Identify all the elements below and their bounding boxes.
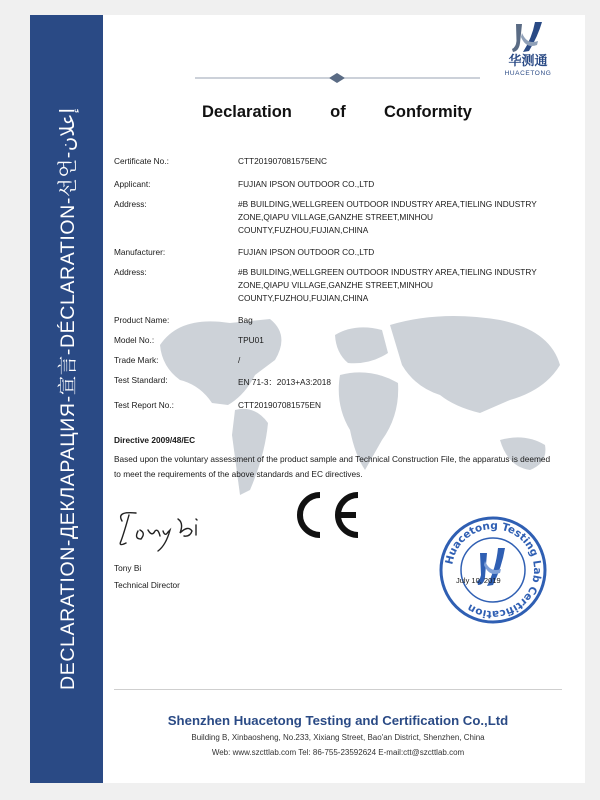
logo-emblem-icon <box>508 21 548 55</box>
field-value: CTT201907081575EN <box>238 400 322 410</box>
field-label: Manufacturer: <box>114 247 166 257</box>
field-row-certificate-no <box>114 155 554 178</box>
field-row-manufacturer <box>114 246 554 266</box>
testing-lab-stamp <box>438 515 548 625</box>
field-label: Model No.: <box>114 335 155 345</box>
footer-company-name: Shenzhen Huacetong Testing and Certification Co.,Ltd <box>167 713 509 728</box>
field-label: Applicant: <box>114 179 151 189</box>
svg-text:Huacetong Testing Lab Certific: Huacetong Testing Lab Certification <box>443 519 544 621</box>
certificate-fields <box>114 155 554 419</box>
field-label: Address: <box>114 199 147 209</box>
field-value: FUJIAN IPSON OUTDOOR CO.,LTD <box>238 247 375 257</box>
directive-heading: Directive 2009/48/EC <box>114 435 196 445</box>
field-value: / <box>238 355 241 365</box>
sidebar-band <box>30 15 103 783</box>
sidebar-multilingual-text: DECLARATION-ДЕКЛАРАЦИЯ-宣言-DÉCLARATION-선언-إعلان <box>57 108 79 690</box>
conformity-statement: Based upon the voluntary assessment of the product sample and Technical Construction File, the apparatus is deemed to meet the requirements of the above standards and EC directives. <box>114 454 551 479</box>
certificate-page <box>30 15 585 783</box>
company-logo <box>496 21 560 78</box>
field-label: Test Report No.: <box>114 400 174 410</box>
logo-chinese-name: 华测通 <box>508 54 548 69</box>
field-row-applicant-address <box>114 198 554 246</box>
field-value: Bag <box>238 315 253 325</box>
field-value: TPU01 <box>238 335 264 345</box>
field-label: Product Name: <box>114 315 170 325</box>
decorative-divider <box>195 73 480 83</box>
signer-name: Tony Bi <box>114 563 142 573</box>
title-word-declaration: Declaration <box>202 103 292 121</box>
signer-title: Technical Director <box>114 580 180 590</box>
field-row-test-standard <box>114 374 554 399</box>
field-label: Trade Mark: <box>114 355 159 365</box>
field-label: Test Standard: <box>114 375 168 385</box>
field-row-test-report-no <box>114 399 554 419</box>
footer-contact: Web: www.szcttlab.com Tel: 86-755-23592624 E-mail:ctt@szcttlab.com <box>211 748 465 757</box>
field-value: #B BUILDING,WELLGREEN OUTDOOR INDUSTRY AREA,TIELING INDUSTRY ZONE,QIAPU VILLAGE,GANZHE STREET,MINHOU COUNTY,FUZHOU,FUJIAN,CHINA <box>238 267 537 303</box>
stamp-date: July 10, 2019 <box>456 576 501 585</box>
handwritten-signature <box>108 503 208 558</box>
field-row-applicant <box>114 178 554 198</box>
field-value: EN 71-3：2013+A3:2018 <box>238 377 331 387</box>
field-value: CTT201907081575ENC <box>238 156 328 166</box>
title-word-conformity: Conformity <box>383 103 472 121</box>
footer-divider <box>114 689 562 690</box>
ce-mark <box>288 489 364 541</box>
field-label: Certificate No.: <box>114 156 169 166</box>
field-label: Address: <box>114 267 147 277</box>
field-row-product-name <box>114 314 554 334</box>
footer-address: Building B, Xinbaosheng, No.233, Xixiang Street, Bao'an District, Shenzhen, China <box>191 733 485 742</box>
document-title <box>202 103 472 122</box>
field-row-model-no <box>114 334 554 354</box>
title-word-of: of <box>330 103 346 121</box>
logo-english-name: HUACETONG <box>504 70 552 77</box>
field-value: #B BUILDING,WELLGREEN OUTDOOR INDUSTRY AREA,TIELING INDUSTRY ZONE,QIAPU VILLAGE,GANZHE STREET,MINHOU COUNTY,FUZHOU,FUJIAN,CHINA <box>238 199 537 235</box>
field-value: FUJIAN IPSON OUTDOOR CO.,LTD <box>238 179 375 189</box>
field-row-trade-mark <box>114 354 554 374</box>
field-row-manufacturer-address <box>114 266 554 314</box>
